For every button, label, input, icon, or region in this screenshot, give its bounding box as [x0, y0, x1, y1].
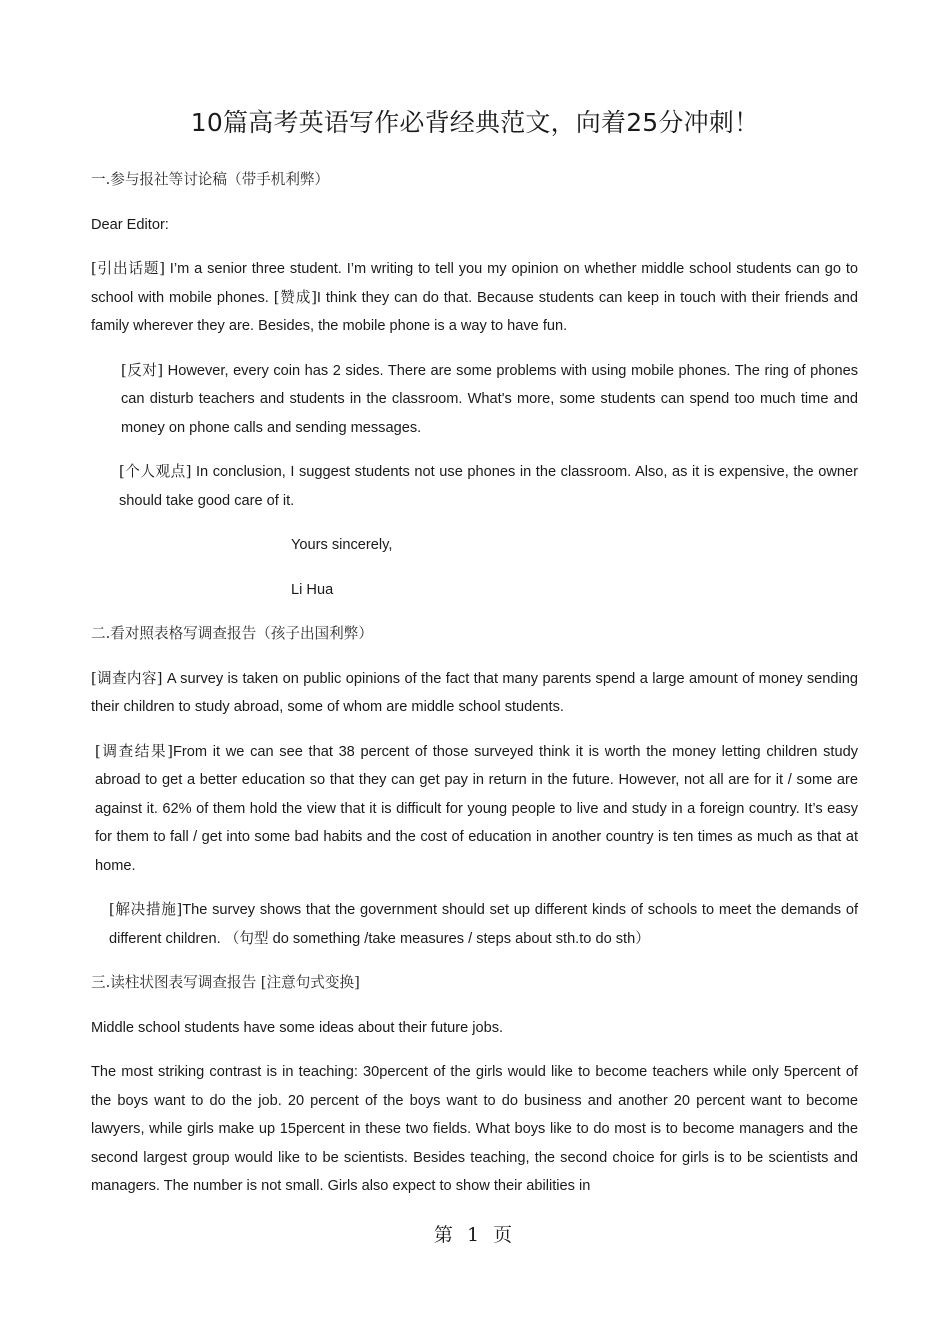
tag-survey-content: [调查内容] — [91, 669, 163, 687]
section-3-paragraph-2: The most striking contrast is in teaching: 30percent of the girls would like to become teachers while only 5percent of the boys want to do the job. 20 percent of the boys want to do business and another 20 percent want to become lawyers, while girls make up 15percent in these two fields. What boys like to do most is to become managers and the second largest group would like to be scientists. Besides teaching, the second choice for girls is to be scientists and managers. The number is not small. Girls also expect to show their abilities in — [91, 1064, 858, 1194]
section-2-heading: 二.看对照表格写调查报告（孩子出国利弊） — [91, 625, 373, 642]
paragraph-text: However, every coin has 2 sides. There are some problems with using mobile phones. The ring of phones can disturb teachers and students in the classroom. What's more, some students can spend too much time and money on phone calls and sending messages. — [121, 362, 858, 436]
document-body — [91, 166, 858, 1217]
paragraph-text: A survey is taken on public opinions of the fact that many parents spend a large amount of money sending their children to study abroad, some of whom are middle school students. — [91, 670, 859, 715]
paragraph-text: The survey shows that the government should set up different kinds of schools to meet the demands of different children. — [109, 902, 859, 947]
paragraph-text: In conclusion, I suggest students not use phones in the classroom. Also, as it is expensive, the owner should take good care of it. — [119, 464, 858, 509]
section-1-heading: 一.参与报社等讨论稿（带手机利弊） — [91, 171, 330, 188]
document-title: 10篇高考英语写作必背经典范文，向着25分冲刺！ — [190, 108, 760, 137]
section-2-paragraph-1 — [91, 665, 858, 722]
page-number: 第 1 页 — [433, 1224, 517, 1246]
tag-oppose: [反对] — [121, 361, 164, 379]
section-3-paragraph-1: Middle school students have some ideas about their future jobs. — [91, 1019, 504, 1036]
tag-introduce-topic: [引出话题] — [91, 260, 165, 277]
section-1-paragraph-3 — [91, 458, 858, 515]
tag-agree: [赞成] — [273, 288, 317, 306]
section-1-paragraph-2 — [91, 357, 858, 443]
section-1-paragraph-1 — [91, 255, 858, 341]
section-2-paragraph-3 — [91, 896, 858, 953]
salutation: Dear Editor: — [91, 216, 169, 233]
section-2-paragraph-2 — [91, 738, 858, 881]
letter-closing: Yours sincerely, — [291, 537, 393, 553]
paragraph-text: From it we can see that 38 percent of those surveyed think it is worth the money letting children study abroad to get a better education so that they can get pay in return in the future. However, not all are for it / some are against it. 62% of them hold the view that it is difficult for young people to live and study in a foreign country. It’s easy for them to fall / get into some bad habits and the cost of education in another country is ten times as much as that at home. — [95, 743, 858, 874]
pattern-note-label: （句型 — [224, 929, 269, 947]
paragraph-text: I’m a senior three student. I’m writing to tell you my opinion on whether middle school students can go to school with mobile phones. — [91, 261, 858, 306]
pattern-note-text: do something /take measures / steps about sth.to do sth — [268, 930, 636, 947]
tag-survey-result: [调查结果] — [95, 742, 173, 760]
paragraph-text: I think they can do that. Because students can keep in touch with their friends and family wherever they are. Besides, the mobile phone is a way to have fun. — [91, 289, 858, 334]
tag-personal-view: [个人观点] — [119, 463, 192, 480]
tag-solution: [解决措施] — [109, 901, 183, 918]
pattern-note-end: ） — [635, 929, 650, 947]
section-3-heading: 三.读柱状图表写调查报告 [注意句式变换] — [91, 974, 360, 991]
letter-signature: Li Hua — [291, 581, 334, 598]
